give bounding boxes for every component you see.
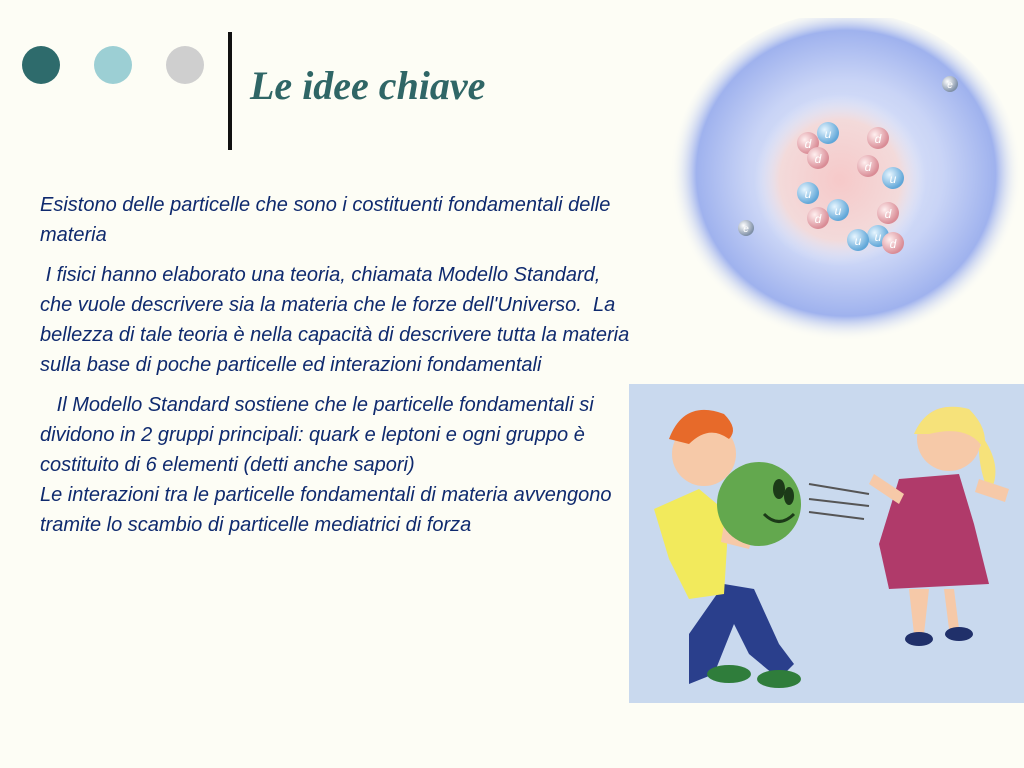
quark-label: u: [834, 204, 842, 218]
quark-up: [797, 182, 819, 204]
quark-down: [882, 232, 904, 254]
paragraph-3: Il Modello Standard sostiene che le particelle fondamentali si dividono in 2 gruppi principali: quark e leptoni e ogni gruppo è costituito di 6 elementi (detti anche sapori): [40, 394, 600, 476]
quark-down: [877, 202, 899, 224]
quark-label: d: [804, 137, 812, 151]
quark-up: [847, 229, 869, 251]
electron: [738, 220, 754, 236]
quark-up: [827, 199, 849, 221]
grey-circle-icon: [166, 46, 204, 84]
slide-title: Le idee chiave: [250, 63, 486, 108]
atom-illustration: [668, 18, 1024, 358]
paragraph-4: Le interazioni tra le particelle fondamentali di materia avvengono tramite lo scambio di particelle mediatrici di forza: [40, 484, 618, 536]
electron-label: e: [947, 80, 953, 91]
quark-up: [882, 167, 904, 189]
quark-label: d: [864, 160, 872, 174]
quark-label: d: [814, 152, 822, 166]
quark-label: d: [884, 207, 892, 221]
electron-label: e: [743, 224, 749, 235]
quark-down: [857, 155, 879, 177]
paragraph-3-group: [40, 390, 630, 540]
children-ball-illustration: [629, 384, 1024, 703]
quark-label: u: [874, 230, 882, 244]
quark-label: d: [889, 237, 897, 251]
electron: [942, 76, 958, 92]
quark-up: [817, 122, 839, 144]
quark-label: u: [804, 187, 812, 201]
paragraph-1: Esistono delle particelle che sono i costituenti fondamentali delle materia: [40, 194, 616, 246]
quark-down: [867, 127, 889, 149]
quark-label: d: [814, 212, 822, 226]
light-blue-circle-icon: [94, 46, 132, 84]
quark-label: u: [889, 172, 897, 186]
quark-label: u: [854, 234, 862, 248]
quark-down: [807, 207, 829, 229]
quark-label: u: [824, 127, 832, 141]
slide-body: [40, 190, 635, 540]
quark-label: d: [874, 132, 882, 146]
quark-down: [807, 147, 829, 169]
paragraph-2: I fisici hanno elaborato una teoria, chiamata Modello Standard, che vuole descrivere sia la materia che le forze dell'Universo. La bellezza di tale teoria è nella capacità di descrivere tutta la materia sulla base di poche particelle ed interazioni fondamentali: [40, 264, 635, 376]
teal-circle-icon: [22, 46, 60, 84]
title-divider: [228, 32, 232, 150]
